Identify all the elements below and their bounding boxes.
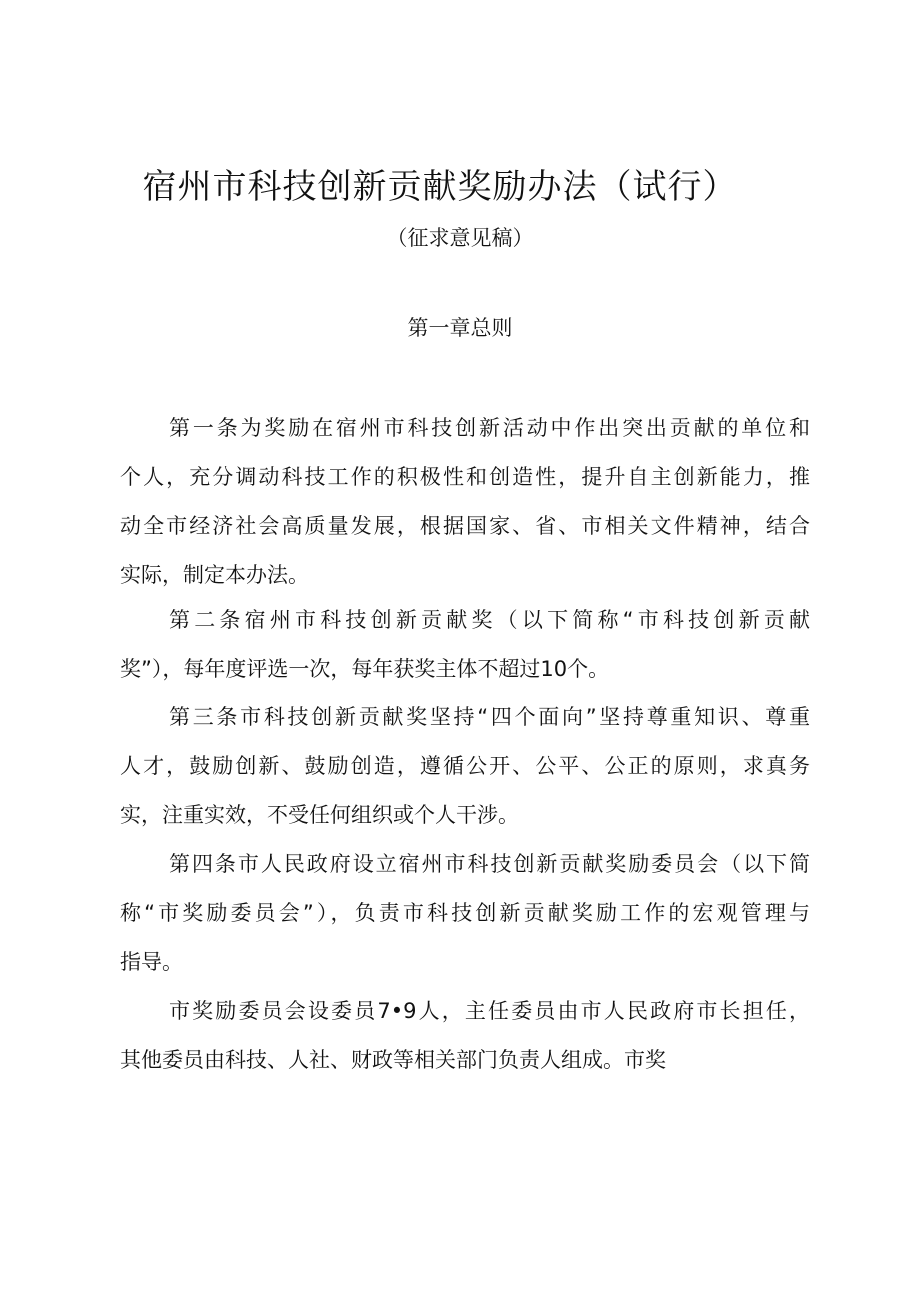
text-line: 其他委员由科技、人社、财政等相关部门负责人组成。市奖 [120, 1048, 666, 1072]
text-line: 动全市经济社会高质量发展，根据国家、省、市相关文件精神，结合 [120, 514, 810, 538]
text-line: 指导。 [120, 950, 183, 974]
text-line: 第一条为奖励在宿州市科技创新活动中作出突出贡献的单位和 [169, 416, 810, 440]
chapter-heading: 第一章总则 [407, 316, 513, 340]
text-line: 个人，充分调动科技工作的积极性和创造性，提升自主创新能力，推 [120, 465, 810, 489]
text-line: 第三条市科技创新贡献奖坚持“四个面向”坚持尊重知识、尊重 [169, 705, 810, 729]
text-line: 实，注重实效，不受任何组织或个人干涉。 [120, 803, 519, 827]
document-title: 宿州市科技创新贡献奖励办法（试行） [142, 167, 738, 207]
text-line: 第二条宿州市科技创新贡献奖（以下简称“市科技创新贡献 [169, 608, 810, 632]
text-line: 奖”），每年度评选一次，每年获奖主体不超过10个。 [120, 657, 610, 681]
text-line: 市奖励委员会设委员7•9人，主任委员由市人民政府市长担任， [169, 999, 810, 1023]
text-line: 实际，制定本办法。 [120, 563, 309, 587]
text-line: 人才，鼓励创新、鼓励创造，遵循公开、公平、公正的原则，求真务 [120, 754, 810, 778]
text-line: 称“市奖励委员会”），负责市科技创新贡献奖励工作的宏观管理与 [120, 901, 810, 925]
text-line: 第四条市人民政府设立宿州市科技创新贡献奖励委员会（以下简 [169, 852, 810, 876]
document-subtitle: （征求意见稿） [386, 226, 534, 250]
